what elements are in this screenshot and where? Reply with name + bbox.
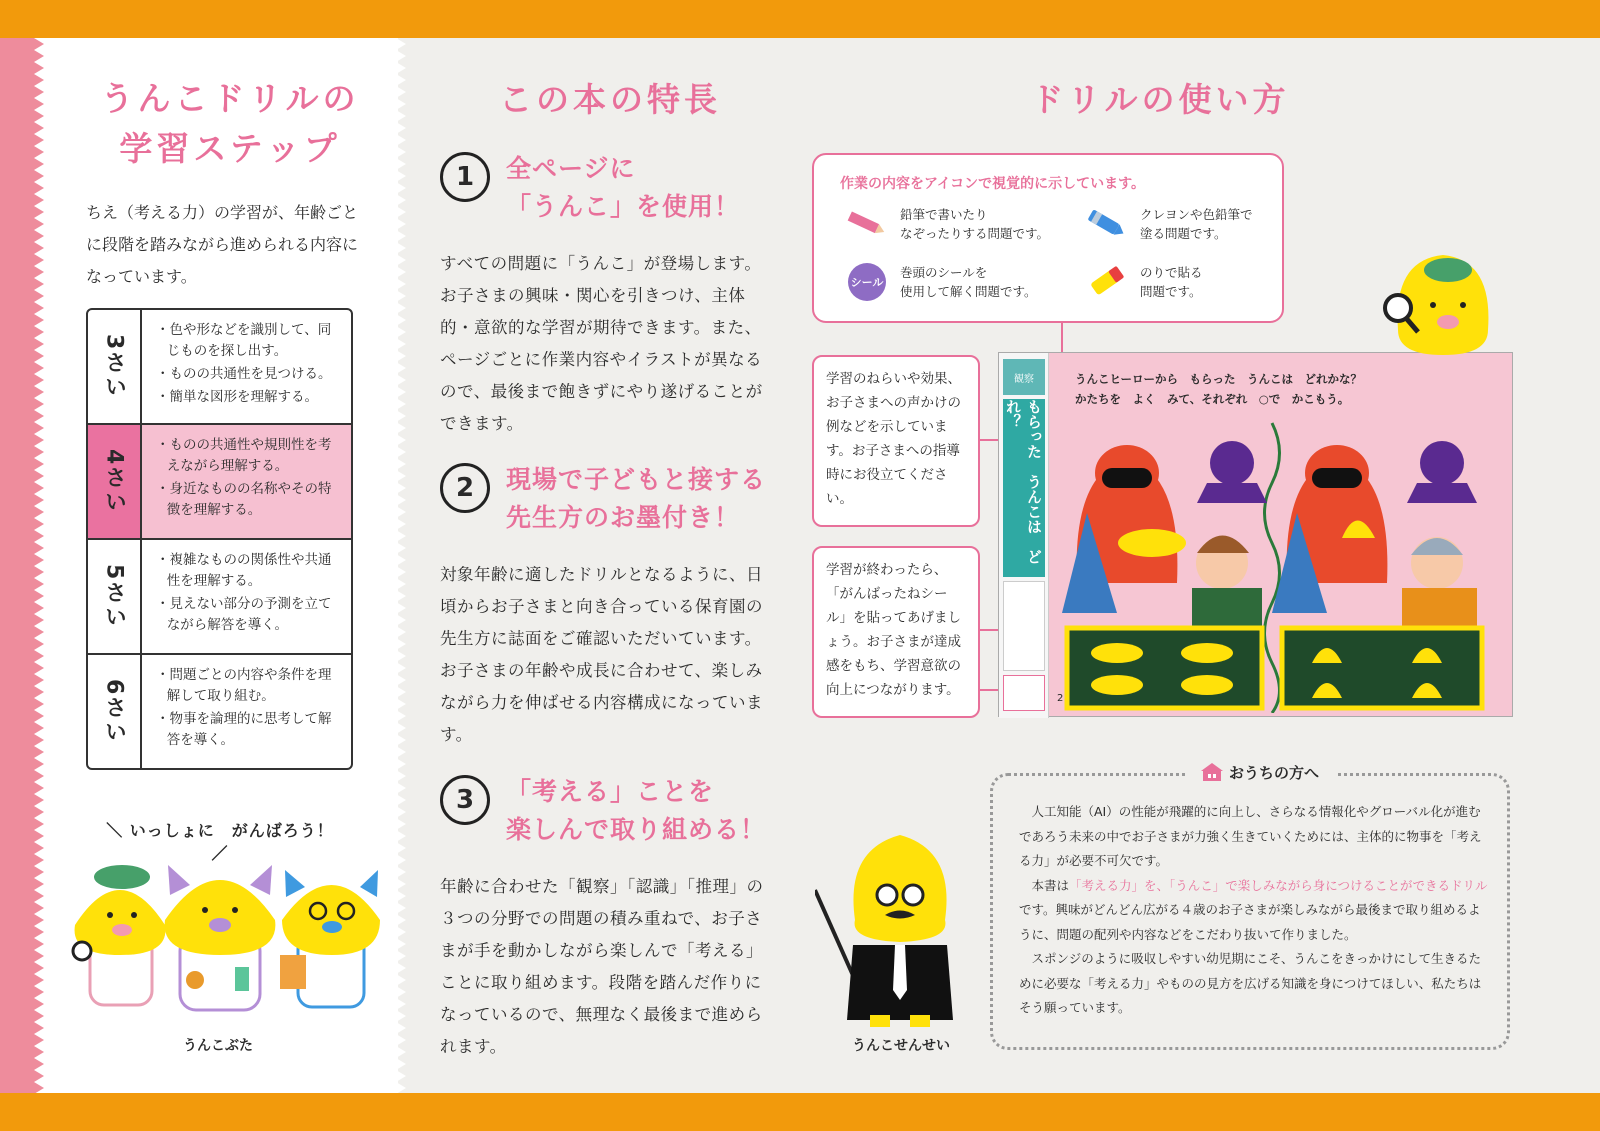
- feature-body: 対象年齢に適したドリルとなるように、日頃からお子さまと向き合っている保育園の先生方に誌面をご確認いただいています。お子さまの年齢や成長に合わせて、楽しみながら力を伸ばせる内容構成になっています。: [440, 565, 763, 744]
- top-orange-bar: [0, 0, 1600, 38]
- pig-character-blue: [280, 870, 380, 1007]
- villain-right: [1407, 441, 1477, 503]
- section-title-steps: うんこドリルの 学習ステップ: [100, 79, 360, 168]
- icon-legend-item: クレヨンや色鉛筆で 塗る問題です。: [1084, 205, 1253, 243]
- age-label: 4さい: [88, 425, 142, 538]
- step-item: ・簡単な図形を理解する。: [156, 389, 318, 405]
- note-sticker: 学習が終わったら、「がんばったねシール」を貼ってあげましょう。お子さまが達成感をもち、学習意欲の向上につながります。: [812, 546, 980, 718]
- parents-note-title: おうちの方へ: [1185, 760, 1335, 785]
- parents-note-text: 人工知能（AI）の性能が飛躍的に向上し、さらなる情報化やグローバル化が進むであろう未来の中でお子さまが力強く生きていくためには、主体的に物事を「考える力」が必要不可欠です。 本書は「考える力」を、「うんこ」で楽しみながら身につけることができるドリルです。興味がどんどん広がる４歳のお子さまが楽しみながら最後まで取り組めるように、問題の配列や内容などをこだわり抜いて作りました。 スポンジのように吸収しやすい幼児期にこそ、うんこをきっかけにして生きるために必要な「考える力」やものの見方を広げる知識を身につけてほしい、私たちはそう願っています。: [1019, 804, 1488, 1015]
- step-row-6: [88, 655, 351, 769]
- pig-caption: うんこぶた: [183, 1038, 253, 1054]
- sample-drill-page: [998, 352, 1513, 717]
- feature-1: [440, 150, 770, 440]
- left-pink-strip: [0, 38, 36, 1093]
- sample-question: うんこヒーローから もらった うんこは どれかな？ かたちを よく みて、それぞれ ○で かこもう。: [1075, 372, 1363, 406]
- cheer-text: ＼ いっしょに がんばろう！ ／: [106, 821, 334, 863]
- crayon-icon: [1086, 209, 1128, 239]
- house-icon: [1201, 763, 1223, 781]
- step-item: ・複雑なものの関係性や共通性を理解する。: [156, 552, 332, 589]
- glue-icon: [1086, 264, 1128, 300]
- sticker-icon: シール: [848, 263, 886, 301]
- feature-title: 現場で子どもと接する 先生方のお墨付き！: [506, 465, 767, 532]
- pig-character-green-hat: [73, 865, 165, 1005]
- zigzag-edge-right: [396, 38, 408, 1093]
- sample-title-band: もらった うんこは どれ？: [1003, 399, 1045, 577]
- sample-illustration: [1057, 413, 1507, 713]
- step-row-4: [88, 425, 351, 540]
- icon-legend-item: シール 巻頭のシールを 使用して解く問題です。: [844, 263, 1037, 301]
- step-item: ・ものの共通性や規則性を考えながら理解する。: [156, 437, 332, 474]
- feature-body: 年齢に合わせた「観察」「認識」「推理」の３つの分野での問題の積み重ねで、お子さまが手を動かしながら楽しんで「考える」ことに取り組めます。段階を踏んだ作りになっているので、無理なく最後まで進められます。: [440, 877, 764, 1056]
- feature-2: [440, 461, 770, 751]
- pencil-icon: [846, 209, 888, 239]
- sample-page-sidebar: [999, 353, 1049, 718]
- hero-right: [1272, 445, 1387, 613]
- sample-category-tag: 観察: [1003, 359, 1045, 395]
- grandpa-right: [1402, 537, 1477, 628]
- icon-legend-item: 鉛筆で書いたり なぞったりする問題です。: [844, 205, 1049, 243]
- section-title-howto: ドリルの使い方: [1030, 80, 1290, 119]
- feature-body: すべての問題に「うんこ」が登場します。お子さまの興味・関心を引きつけ、主体的・意欲的な学習が期待できます。また、ページごとに作業内容やイラストが異なるので、最後まで飽きずにやり遂げることができます。: [440, 254, 763, 433]
- icon-legend-item: のりで貼る 問題です。: [1084, 263, 1203, 301]
- step-item: ・ものの共通性を見つける。: [156, 366, 332, 382]
- steps-intro: ちえ（考える力）の学習が、年齢ごとに段階を踏みながら進められる内容になっています。: [86, 203, 359, 286]
- step-item: ・色や形などを識別して、同じものを探し出す。: [156, 322, 332, 359]
- feature-title: 「考える」ことを 楽しんで取り組める！: [506, 777, 767, 844]
- step-item: ・見えない部分の予測を立てながら解答を導く。: [156, 596, 332, 633]
- age-label: 3さい: [88, 310, 142, 423]
- feature-number: 3: [440, 775, 490, 825]
- bottom-orange-bar: [0, 1093, 1600, 1131]
- teacher-caption: うんこせんせい: [852, 1038, 950, 1054]
- step-item: ・問題ごとの内容や条件を理解して取り組む。: [156, 667, 332, 704]
- icon-legend-title: 作業の内容をアイコンで視覚的に示しています。: [840, 176, 1146, 192]
- step-row-3: [88, 310, 351, 425]
- pig-with-magnifier-illustration: [1378, 250, 1498, 360]
- child-left: [1192, 536, 1262, 629]
- unko-teacher-illustration: [815, 830, 965, 1030]
- icon-legend-box: [812, 153, 1284, 323]
- pig-character-purple: [165, 865, 276, 1010]
- step-item: ・物事を論理的に思考して解答を導く。: [156, 711, 332, 748]
- step-item: ・身近なものの名称やその特徴を理解する。: [156, 481, 332, 518]
- unko-pig-characters-illustration: [70, 855, 380, 1030]
- age-label: 5さい: [88, 540, 142, 653]
- hero-left: [1062, 445, 1186, 613]
- step-row-5: [88, 540, 351, 655]
- feature-number: 1: [440, 152, 490, 202]
- feature-number: 2: [440, 463, 490, 513]
- age-label: 6さい: [88, 655, 142, 769]
- note-aims: 学習のねらいや効果、お子さまへの声かけの例などを示しています。お子さまへの指導時にお役立てください。: [812, 355, 980, 527]
- section-title-features: この本の特長: [499, 80, 721, 119]
- sample-page-number: 2: [1057, 693, 1064, 704]
- villain-left: [1197, 441, 1267, 503]
- feature-3: [440, 773, 770, 1063]
- age-steps-table: [86, 308, 353, 770]
- feature-title: 全ページに 「うんこ」を使用！: [506, 154, 741, 221]
